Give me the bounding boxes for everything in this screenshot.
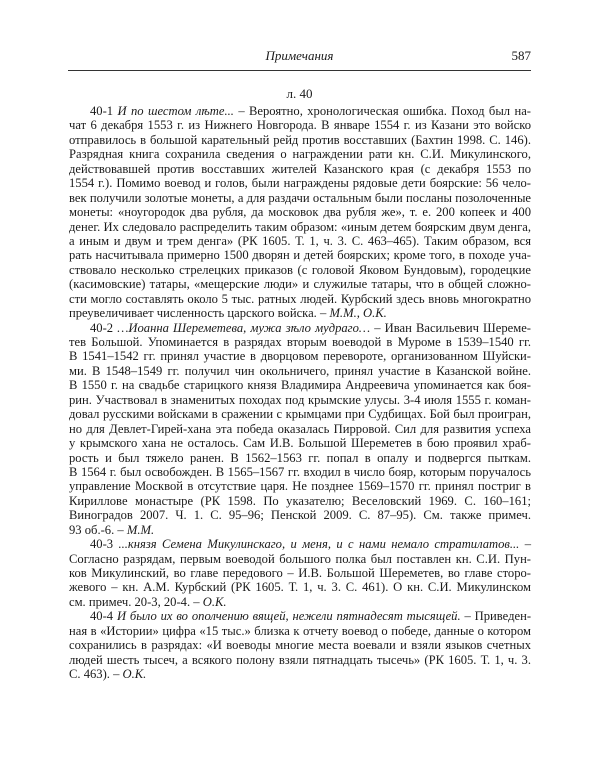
text-line <box>69 277 531 291</box>
text-line <box>69 494 531 508</box>
text-segment: В 1564 г. был освобожден. В 1565–1567 гг. входил в число бояр, которым поручалось <box>69 464 531 479</box>
notes-body <box>69 104 531 682</box>
italic-text: О.К. <box>122 667 147 682</box>
text-segment: у крымского хана не осталось. Сам И.В. Большой Шереметев в бою проявил храб- <box>69 436 531 451</box>
running-title: Примечания <box>265 48 334 63</box>
text-line <box>69 624 531 638</box>
text-segment: отправилось в большой карательный рейд против восставших (Бахтин 1998. С. 146). <box>69 132 531 147</box>
folio-heading: л. 40 <box>286 86 313 101</box>
italic-text: И было их во ополчению вящей, нежели пятнадесят тысящей. <box>116 609 461 624</box>
italic-text: И по шестом лѣте... <box>117 104 234 118</box>
text-line <box>69 162 531 176</box>
text-line <box>69 263 531 277</box>
text-segment: рать насчитывала примерно 1500 дворян и детей боярских; кроме того, в походе уча- <box>69 248 531 263</box>
text-segment: – Иван Васильевич Шереме- <box>370 320 531 335</box>
text-segment: людей шесть тысеч, а всякого полону взяли пятнадцать тысечь» (РК 1605. Т. 1, ч. 3. <box>69 652 531 667</box>
text-segment: 40-1 <box>90 104 118 118</box>
text-segment: сти могло составлять около 5 тыс. ратных людей. Курбский здесь вновь многократно <box>69 291 531 306</box>
text-segment: – <box>519 537 531 552</box>
text-line <box>69 638 531 652</box>
text-line <box>69 667 531 681</box>
text-line <box>69 292 531 306</box>
text-line <box>69 552 531 566</box>
text-line <box>69 451 531 465</box>
italic-text: М.М., О.К. <box>329 306 387 321</box>
text-line <box>69 609 531 623</box>
text-line <box>69 118 531 132</box>
text-line <box>69 104 531 118</box>
text-segment: денег. Их следовало распределить таким образом: «иным детем боярским двум денга, <box>69 219 531 234</box>
text-line <box>69 234 531 248</box>
italic-text: …Иоанна Шереметева, мужа зѣло мудраго… <box>117 320 371 335</box>
text-segment: см. примеч. 20-3, 20-4. – <box>69 594 203 609</box>
header-rule <box>68 70 531 71</box>
text-line <box>69 653 531 667</box>
text-line <box>69 335 531 349</box>
text-line <box>69 147 531 161</box>
text-line <box>69 580 531 594</box>
text-line <box>69 436 531 450</box>
text-line <box>69 349 531 363</box>
text-segment: Виноградов 2007. Ч. 1. С. 95–96; Пенской 2009. С. 87–95). См. также примеч. <box>69 508 531 523</box>
text-segment: сохранились в разрядах: «И воеводы многие места воевали и взяли языков счетных <box>69 638 531 653</box>
text-line <box>69 205 531 219</box>
text-segment: 40-2 <box>90 320 118 335</box>
text-line <box>69 465 531 479</box>
text-line <box>69 321 531 335</box>
italic-text: ...князя Семена Микулинскаго, и меня, и с нами немало стратилатов... <box>118 537 520 552</box>
text-line <box>69 176 531 190</box>
text-segment: ствовало несколько стрелецких приказов (с головой Яковом Бундовым), городецкие <box>69 262 531 277</box>
text-segment: а иным и двум и трем денга» (РК 1605. Т. 1, ч. 3. С. 463–465). Таким образом, вся <box>69 233 531 248</box>
text-segment: 1554 г.). Помимо воевод и голов, были награждены рядовые дети боярские: 56 чело- <box>69 176 531 191</box>
text-segment: чат 6 декабря 1553 г. из Нижнего Новгорода. В январе 1554 г. из Казани это войско <box>69 118 531 133</box>
text-segment: В 1541–1542 гг. принял участие в дворцовом перевороте, организованном Шуйски- <box>69 349 531 364</box>
text-segment: Согласно разрядам, первым воеводой большого полка был поставлен кн. С.И. Пун- <box>69 551 531 566</box>
text-segment: 93 об.-6. – <box>69 522 127 537</box>
note-40-1 <box>69 104 531 321</box>
text-segment: тев Большой. Упоминается в разрядах вторым воеводой в Муроме в 1539–1540 гг. <box>69 335 531 349</box>
text-line <box>69 479 531 493</box>
text-segment: 40-3 <box>90 537 119 552</box>
text-line <box>69 306 531 320</box>
text-segment: (касимовские) татары, «мещерские люди» и служилые татары, что в общей сложно- <box>69 277 531 292</box>
text-line <box>69 523 531 537</box>
text-segment: действовавшей против восставших жителей Казанского края (с декабря 1553 по <box>69 161 531 176</box>
text-line <box>69 422 531 436</box>
text-line <box>69 393 531 407</box>
text-line <box>69 364 531 378</box>
text-segment: В 1550 г. на свадьбе старицкого князя Владимира Андреевича упоминается как боя- <box>69 378 531 393</box>
text-segment: – Вероятно, хронологическая ошибка. Поход был на- <box>233 104 531 118</box>
text-line <box>69 248 531 262</box>
text-line <box>69 566 531 580</box>
text-segment: управление Москвой в отсутствие царя. Не позднее 1569–1570 гг. принял постриг в <box>69 479 531 494</box>
text-line <box>69 537 531 551</box>
text-segment: ми. В 1548–1549 гг. получил чин окольничего, принял участие в Казанской войне. <box>69 363 531 378</box>
text-line <box>69 407 531 421</box>
text-line <box>69 220 531 234</box>
text-line <box>69 508 531 522</box>
note-40-3 <box>69 537 531 609</box>
text-segment: век получили золотые монеты, а для раздачи остальным были посланы позолоченные <box>69 190 531 205</box>
text-segment: жевого – кн. А.М. Курбский (РК 1605. Т. 1, ч. 3. С. 461). О кн. С.И. Микулинском <box>69 580 531 595</box>
text-segment: Разрядная книга сохранила сведения о награждении рати кн. С.И. Микулинского, <box>69 147 531 162</box>
text-segment: ков Микулинский, во главе передового – И.В. Большой Шереметев, во главе сторо- <box>69 566 531 580</box>
note-40-4 <box>69 609 531 681</box>
text-line <box>69 133 531 147</box>
note-40-2 <box>69 321 531 538</box>
text-segment: рин. Участвовал в знаменитых походах под крымские улусы. 3-4 июля 1555 г. коман- <box>69 392 531 407</box>
text-line <box>69 378 531 392</box>
text-line <box>69 191 531 205</box>
text-segment: 40-4 <box>90 609 117 624</box>
text-segment: но для Девлет-Гирей-хана эта победа оказалась Пирровой. Сил для развития успеха <box>69 421 531 436</box>
text-line <box>69 595 531 609</box>
text-segment: – Приведен- <box>460 609 532 624</box>
text-segment: Кирилловe монастыре (РК 1598. По указателю; Веселовский 1969. С. 160–161; <box>69 493 531 508</box>
italic-text: М.М. <box>126 522 155 537</box>
text-segment: С. 463). – <box>69 667 123 682</box>
text-segment: рость и был тяжело ранен. В 1562–1563 гг. попал в опалу и подвергся пыткам. <box>69 450 531 465</box>
text-segment: преувеличивает численность царского войска. – <box>69 306 330 321</box>
text-segment: довал русскими войсками в сражении с крымцами при Судбищах. Бой был проигран, <box>69 407 531 422</box>
text-segment: монеты: «ноугородок два рубля, да московок два рубля же», т. е. 200 копеек и 400 <box>69 205 531 220</box>
page-number: 587 <box>511 48 531 63</box>
text-segment: ная в «Истории» цифра «15 тыс.» близка к отчету воевод о победе, данные о котором <box>69 623 531 638</box>
italic-text: О.К. <box>202 594 227 609</box>
